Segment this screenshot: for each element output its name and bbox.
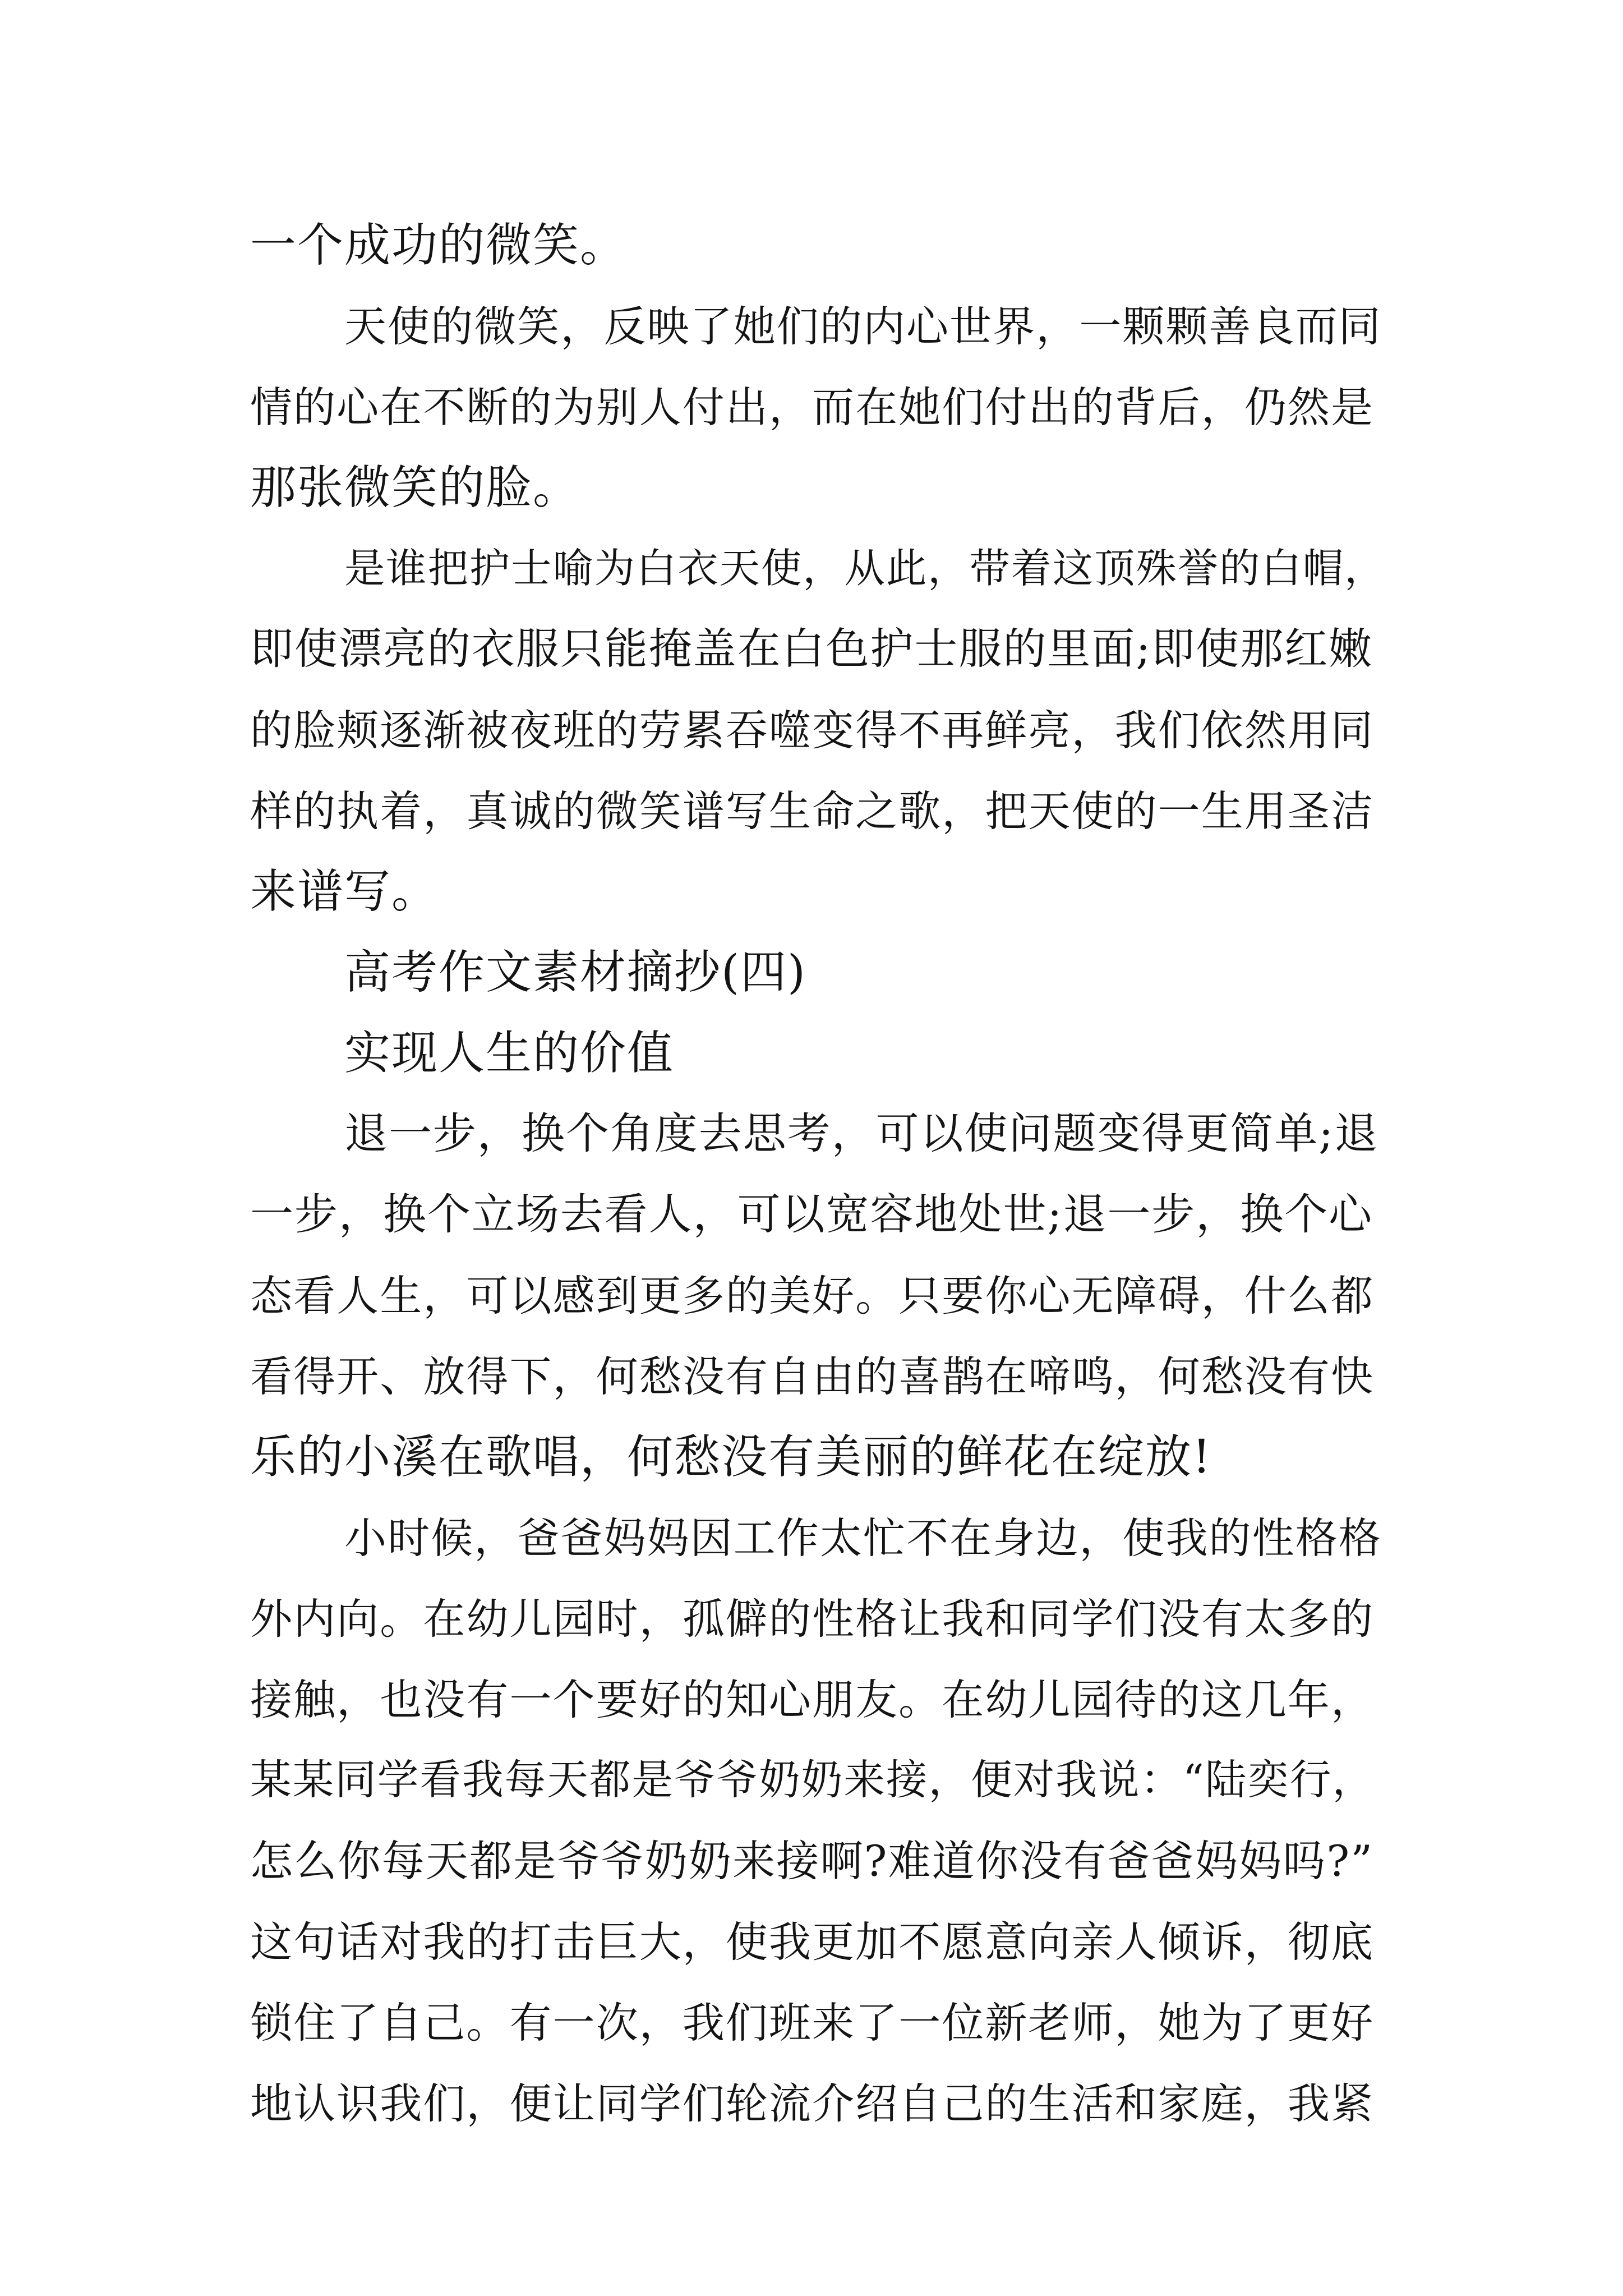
text-line: 样的执着，真诚的微笑谱写生命之歌，把天使的一生用圣洁 bbox=[250, 786, 1375, 836]
text-line: 即使漂亮的衣服只能掩盖在白色护士服的里面;即使那红嫩 bbox=[250, 624, 1373, 674]
text-line: 情的心在不断的为别人付出，而在她们付出的背后，仍然是 bbox=[250, 383, 1375, 432]
text-line: 态看人生，可以感到更多的美好。只要你心无障碍，什么都 bbox=[250, 1271, 1375, 1320]
text-line: 看得开、放得下，何愁没有自由的喜鹊在啼鸣，何愁没有快 bbox=[250, 1352, 1375, 1401]
text-line: 退一步，换个角度去思考，可以使问题变得更简单;退 bbox=[344, 1109, 1379, 1159]
text-line: 是谁把护士喻为白衣天使，从此，带着这顶殊誉的白帽， bbox=[344, 545, 1386, 592]
text-line: 那张微笑的脸。 bbox=[250, 461, 580, 514]
text-line: 小时候，爸爸妈妈因工作太忙不在身边，使我的性格格 bbox=[344, 1513, 1382, 1563]
text-line: 地认识我们，便让同学们轮流介绍自己的生活和家庭，我紧 bbox=[250, 2079, 1375, 2128]
text-line: 一步，换个立场去看人，可以宽容地处世;退一步，换个心 bbox=[250, 1190, 1373, 1240]
text-line: 这句话对我的打击巨大，使我更加不愿意向亲人倾诉，彻底 bbox=[250, 1917, 1375, 1967]
text-line: 天使的微笑，反映了她们的内心世界，一颗颗善良而同 bbox=[344, 302, 1382, 351]
text-line: 高考作文素材摘抄(四) bbox=[344, 946, 806, 999]
text-line: 接触，也没有一个要好的知心朋友。在幼儿园待的这几年， bbox=[250, 1675, 1375, 1724]
text-line: 锁住了自己。有一次，我们班来了一位新老师，她为了更好 bbox=[250, 1998, 1375, 2047]
document-body bbox=[250, 205, 1386, 2144]
text-line: 实现人生的价值 bbox=[344, 1027, 675, 1080]
text-line: 某某同学看我每天都是爷爷奶奶来接，便对我说：“陆奕行， bbox=[250, 1756, 1375, 1804]
text-line: 怎么你每天都是爷爷奶奶来接啊?难道你没有爸爸妈妈吗?” bbox=[250, 1836, 1374, 1886]
text-line: 外内向。在幼儿园时，孤僻的性格让我和同学们没有太多的 bbox=[250, 1594, 1375, 1644]
text-line: 乐的小溪在歌唱，何愁没有美丽的鲜花在绽放! bbox=[250, 1430, 1212, 1484]
text-line: 一个成功的微笑。 bbox=[250, 219, 628, 272]
text-line: 来谱写。 bbox=[250, 865, 439, 918]
text-line: 的脸颊逐渐被夜班的劳累吞噬变得不再鲜亮，我们依然用同 bbox=[250, 706, 1375, 755]
